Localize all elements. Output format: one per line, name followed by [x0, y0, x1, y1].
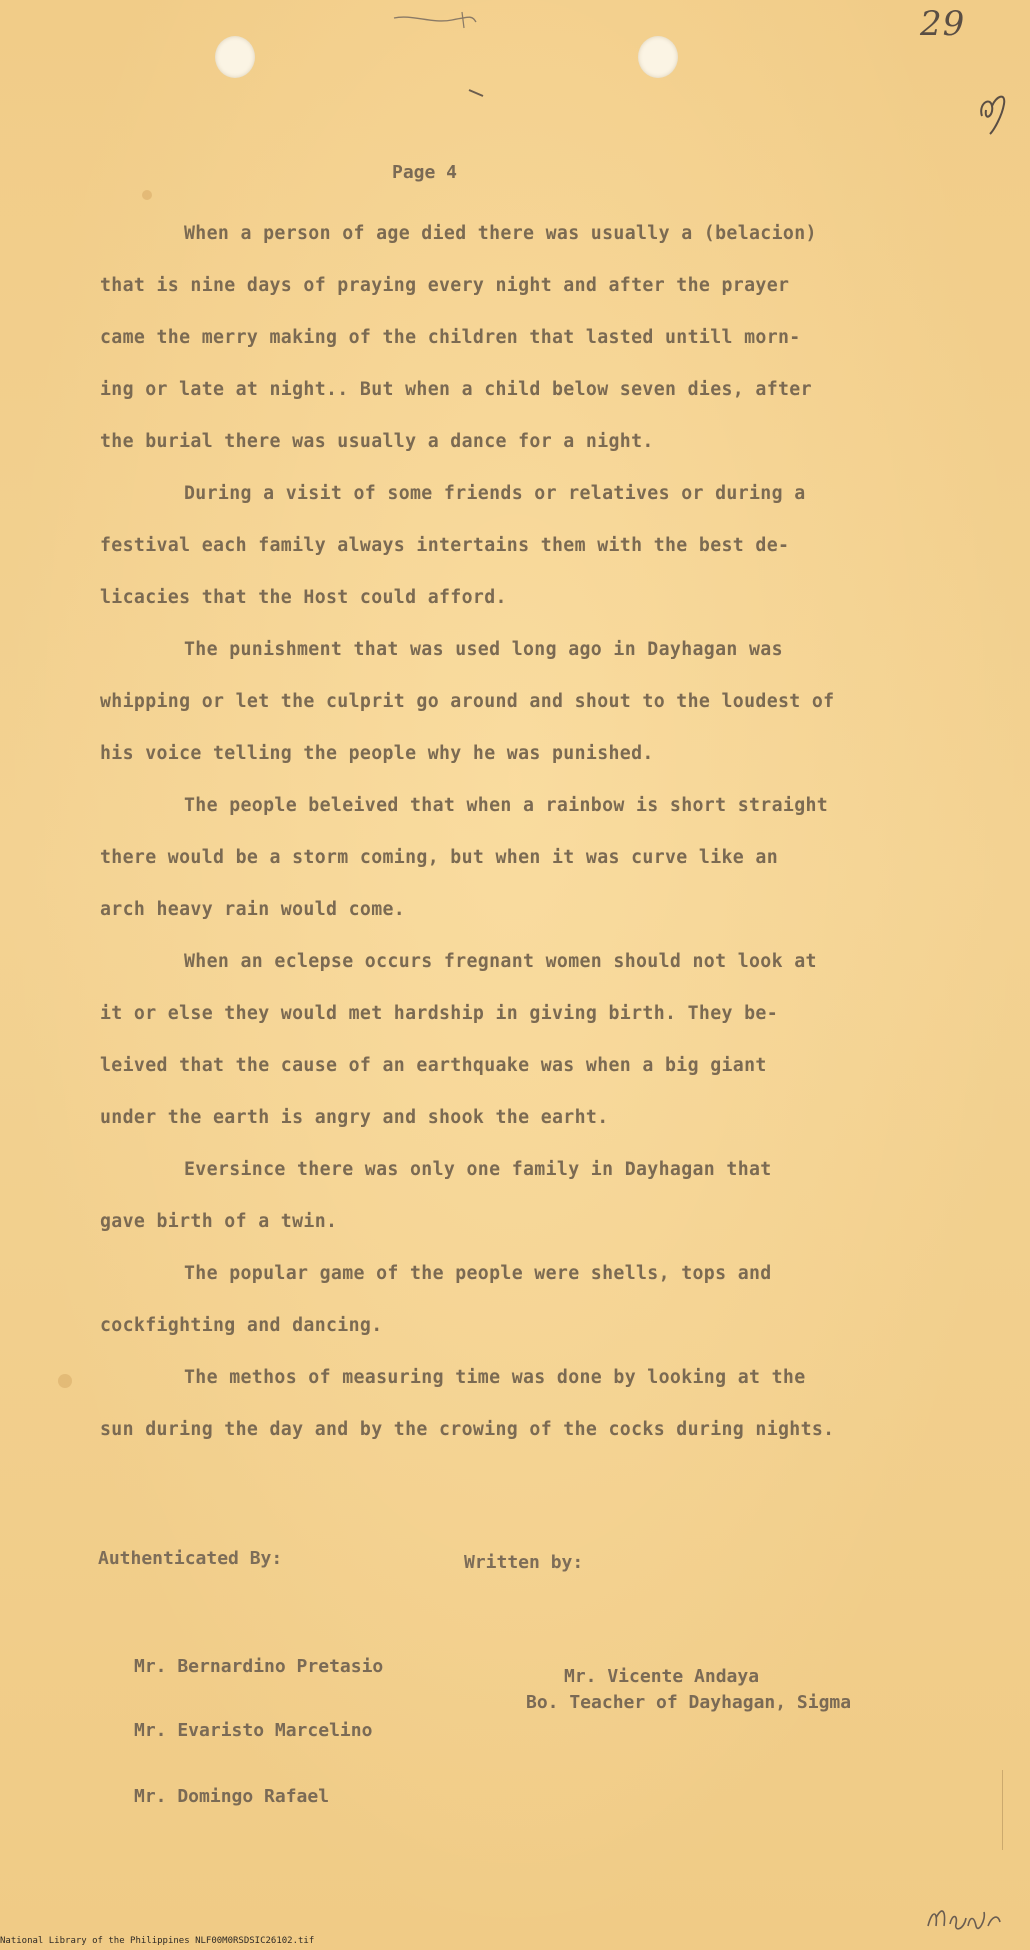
text-line: licacies that the Host could afford. — [100, 587, 507, 608]
pencil-tick — [468, 88, 484, 98]
text-line: gave birth of a twin. — [100, 1211, 338, 1232]
written-by-label: Written by: — [464, 1552, 584, 1573]
punch-hole-right — [638, 36, 678, 78]
text-line: ing or late at night.. But when a child below seven dies, after — [100, 379, 812, 400]
authenticated-by-label: Authenticated By: — [98, 1548, 283, 1569]
text-line: The punishment that was used long ago in Dayhagan was — [184, 639, 783, 660]
text-line: under the earth is angry and shook the earht. — [100, 1107, 609, 1128]
archive-footer: National Library of the Philippines NLF00M0RSDSIC26102.tif — [0, 1936, 315, 1946]
text-line: The methos of measuring time was done by looking at the — [184, 1367, 806, 1388]
text-line: festival each family always intertains them with the best de- — [100, 535, 790, 556]
handwritten-initial — [976, 86, 1010, 136]
text-line: it or else they would met hardship in giving birth. They be- — [100, 1003, 778, 1024]
punch-hole-left — [215, 36, 255, 78]
text-line: there would be a storm coming, but when it was curve like an — [100, 847, 778, 868]
page-heading: Page 4 — [392, 162, 458, 183]
paper-crease — [1002, 1770, 1003, 1850]
authenticator-name: Mr. Domingo Rafael — [134, 1786, 330, 1807]
writer-title: Bo. Teacher of Dayhagan, Sigma — [526, 1692, 852, 1713]
paper-stain — [142, 190, 152, 200]
body-text — [100, 208, 960, 1456]
text-line: The people beleived that when a rainbow is short straight — [184, 795, 829, 816]
text-line: sun during the day and by the crowing of the cocks during nights. — [100, 1419, 835, 1440]
text-line: whipping or let the culprit go around and shout to the loudest of — [100, 691, 835, 712]
handwritten-page-number: 29 — [920, 4, 966, 44]
writer-name: Mr. Vicente Andaya — [564, 1666, 760, 1687]
text-line: the burial there was usually a dance for a night. — [100, 431, 654, 452]
text-line: When a person of age died there was usually a (belacion) — [184, 223, 817, 244]
authenticator-name: Mr. Evaristo Marcelino — [134, 1720, 373, 1741]
handwritten-scrawl — [924, 1896, 1004, 1936]
text-line: During a visit of some friends or relatives or during a — [184, 483, 806, 504]
text-line: cockfighting and dancing. — [100, 1315, 383, 1336]
authenticator-name: Mr. Bernardino Pretasio — [134, 1656, 384, 1677]
text-line: Eversince there was only one family in Dayhagan that — [184, 1159, 772, 1180]
text-line: arch heavy rain would come. — [100, 899, 406, 920]
text-line: When an eclepse occurs fregnant women should not look at — [184, 951, 817, 972]
text-line: his voice telling the people why he was punished. — [100, 743, 654, 764]
paper-stain — [58, 1374, 72, 1388]
text-line: The popular game of the people were shells, tops and — [184, 1263, 772, 1284]
text-line: came the merry making of the children that lasted untill morn- — [100, 327, 801, 348]
text-line: leived that the cause of an earthquake was when a big giant — [100, 1055, 767, 1076]
text-line: that is nine days of praying every night and after the prayer — [100, 275, 790, 296]
top-pencil-mark — [392, 10, 478, 32]
